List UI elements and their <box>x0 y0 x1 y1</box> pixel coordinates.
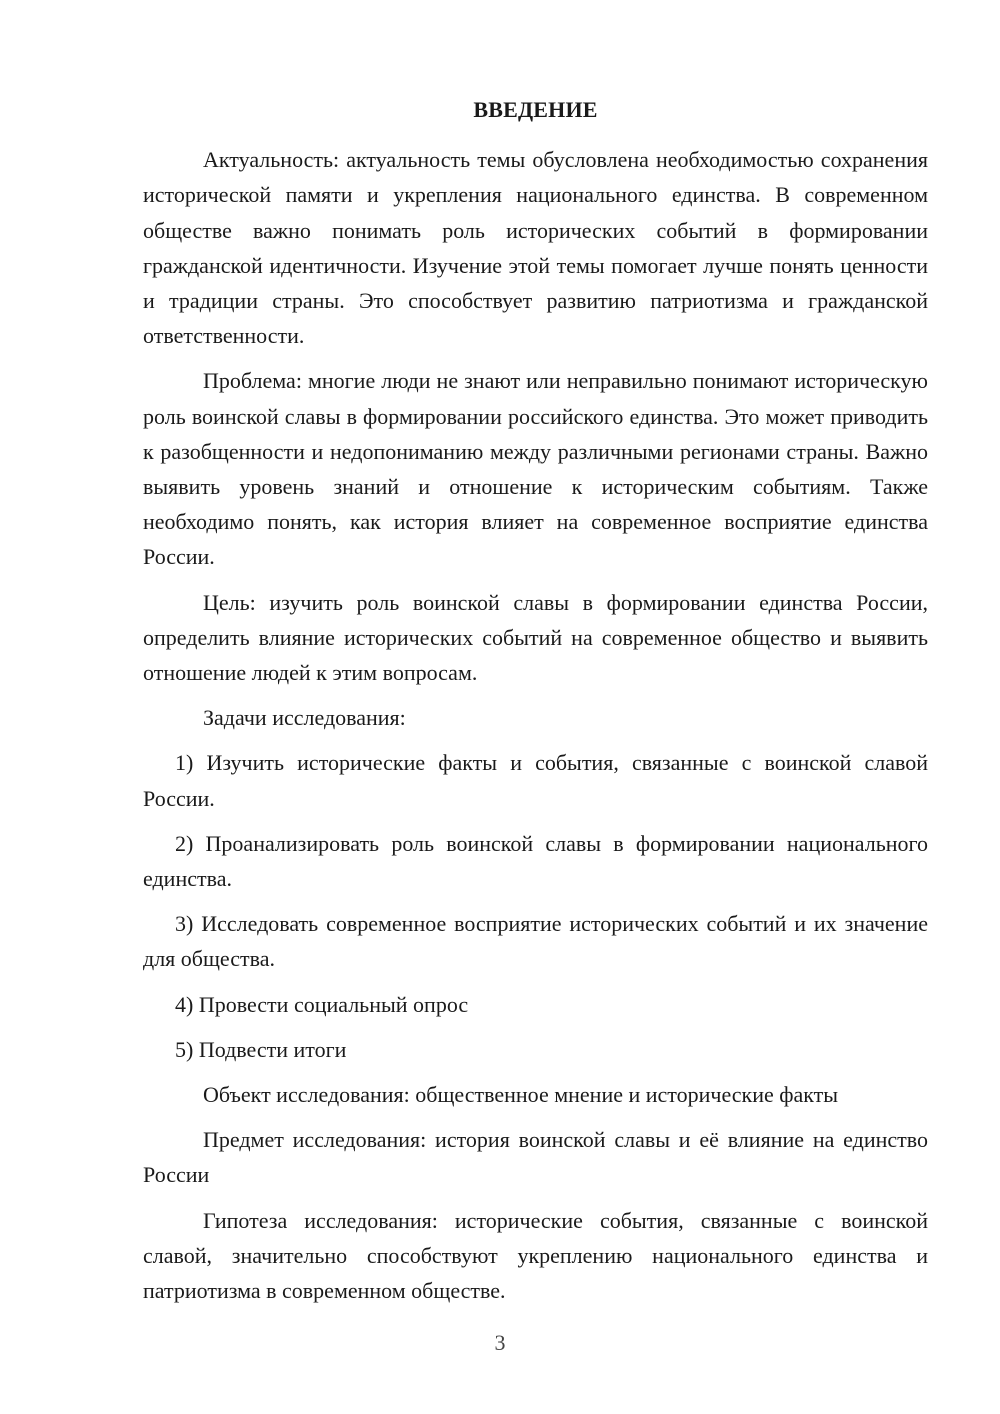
goal-paragraph: Цель: изучить роль воинской славы в формировании единства России, определить влияние исторических событий на современное общество и выявить отношение людей к этим вопросам. <box>143 589 928 686</box>
problem-paragraph: Проблема: многие люди не знают или неправильно понимают историческую роль воинской славы в формировании российского единства. Это может приводить к разобщенности и недопониманию между различными регионами страны. Важно выявить уровень знаний и отношение к историческим событиям. Также необходимо понять, как история влияет на современное восприятие единства России. <box>143 368 928 570</box>
subject-paragraph: Предмет исследования: история воинской славы и её влияние на единство России <box>143 1127 928 1188</box>
tasks-heading: Задачи исследования: <box>203 705 406 731</box>
task-item-5: 5) Подвести итоги <box>175 1036 347 1062</box>
hypothesis-paragraph: Гипотеза исследования: исторические события, связанные с воинской славой, значительно способствуют укреплению национального единства и патриотизма в современном обществе. <box>143 1207 928 1304</box>
task-item-1: 1) Изучить исторические факты и события, связанные с воинской славой России. <box>143 750 928 811</box>
task-item-3: 3) Исследовать современное восприятие исторических событий и их значение для общества. <box>143 911 928 972</box>
relevance-paragraph: Актуальность: актуальность темы обусловлена необходимостью сохранения исторической памяти и укрепления национального единства. В современном обществе важно понимать роль исторических событий в формировании гражданской идентичности. Изучение этой темы помогает лучше понять ценности и традиции страны. Это способствует развитию патриотизма и гражданской ответственности. <box>143 147 928 349</box>
object-paragraph: Объект исследования: общественное мнение и исторические факты <box>203 1082 839 1108</box>
task-item-2: 2) Проанализировать роль воинской славы в формировании национального единства. <box>143 830 928 892</box>
document-page <box>143 92 928 1318</box>
page-number: 3 <box>494 1330 506 1355</box>
task-item-4: 4) Провести социальный опрос <box>175 991 469 1017</box>
section-title: ВВЕДЕНИЕ <box>473 97 598 122</box>
